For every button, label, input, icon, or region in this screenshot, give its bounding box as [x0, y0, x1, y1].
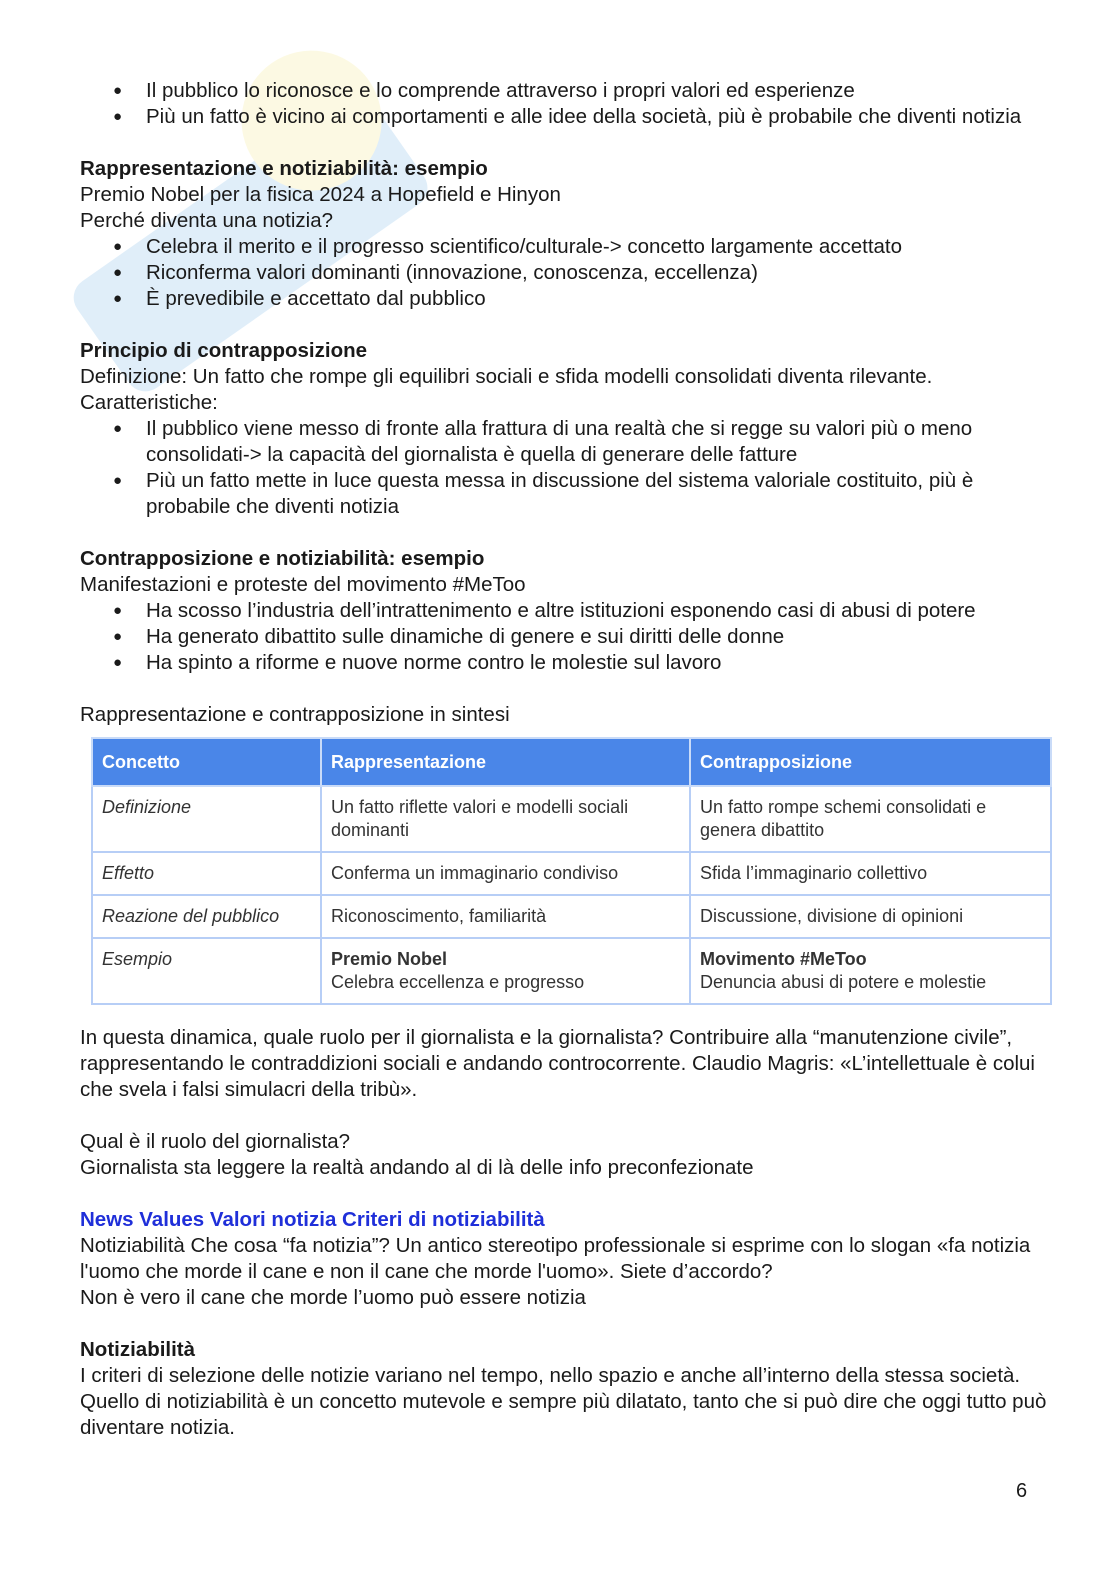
- list-item: ● Ha spinto a riforme e nuove norme contro le molestie sul lavoro: [80, 650, 1055, 676]
- column-header: Contrapposizione: [690, 738, 1051, 786]
- list-item: ● Celebra il merito e il progresso scientifico/culturale-> concetto largamente accettato: [80, 234, 1055, 260]
- list-item: ● Ha generato dibattito sulle dinamiche di genere e sui diritti delle donne: [80, 624, 1055, 650]
- paragraph: Notiziabilità Che cosa “fa notizia”? Un antico stereotipo professionale si esprime con lo slogan «fa notizia l'uomo che morde il cane e non il cane che morde l'uomo». Siete d’accordo?: [80, 1234, 1031, 1283]
- table-cell: Un fatto riflette valori e modelli sociali dominanti: [321, 786, 690, 852]
- section-heading-contrapposizione-esempio: Contrapposizione e notiziabilità: esempio: [80, 547, 485, 570]
- summary-table: [91, 737, 1052, 1005]
- table-row: [92, 852, 1051, 895]
- table-cell: Un fatto rompe schemi consolidati e genera dibattito: [690, 786, 1051, 852]
- paragraph: Non è vero il cane che morde l’uomo può essere notizia: [80, 1286, 586, 1309]
- column-header: Rappresentazione: [321, 738, 690, 786]
- list-item: ● Il pubblico lo riconosce e lo comprende attraverso i propri valori ed esperienze: [80, 78, 1055, 104]
- paragraph-answer: Giornalista sta leggere la realtà andando al di là delle info preconfezionate: [80, 1156, 754, 1179]
- example-title: Movimento #MeToo: [700, 949, 867, 969]
- paragraph: Definizione: Un fatto che rompe gli equilibri sociali e sfida modelli consolidati diventa rilevante.: [80, 365, 933, 388]
- table-cell: [690, 938, 1051, 1004]
- example-title: Premio Nobel: [331, 949, 448, 969]
- list-item: ● Più un fatto è vicino ai comportamenti e alle idee della società, più è probabile che diventi notizia: [80, 104, 1055, 130]
- table-cell: Definizione: [92, 786, 321, 852]
- list-item: ● Più un fatto mette in luce questa messa in discussione del sistema valoriale costituito, più è probabile che diventi notizia: [80, 468, 1055, 520]
- table-cell: Esempio: [92, 938, 321, 1004]
- table-row: [92, 895, 1051, 938]
- table-cell: Discussione, divisione di opinioni: [690, 895, 1051, 938]
- list-item: ● Ha scosso l’industria dell’intrattenimento e altre istituzioni esponendo casi di abusi di potere: [80, 598, 1055, 624]
- document-page: [80, 78, 1055, 1441]
- table-cell: Reazione del pubblico: [92, 895, 321, 938]
- column-header: Concetto: [92, 738, 321, 786]
- table-header-row: [92, 738, 1051, 786]
- table-cell: [321, 938, 690, 1004]
- list-item: ● Il pubblico viene messo di fronte alla frattura di una realtà che si regge su valori più o meno consolidati-> la capacità del giornalista è quella di generare delle fatture: [80, 416, 1055, 468]
- section-heading-rappresentazione-esempio: Rappresentazione e notiziabilità: esempio: [80, 157, 488, 180]
- paragraph: I criteri di selezione delle notizie variano nel tempo, nello spazio e anche all’interno della stessa società. Quello di notiziabilità è un concetto mutevole e sempre più dilatato, tanto che si può dire che oggi tutto può diventare notizia.: [80, 1364, 1047, 1439]
- page-number: 6: [1016, 1480, 1028, 1502]
- example-description: Celebra eccellenza e progresso: [331, 972, 585, 992]
- table-cell: Effetto: [92, 852, 321, 895]
- example-description: Denuncia abusi di potere e molestie: [700, 972, 987, 992]
- section-heading-contrapposizione: Principio di contrapposizione: [80, 339, 368, 362]
- table-cell: Riconoscimento, familiarità: [321, 895, 690, 938]
- paragraph-dinamica: In questa dinamica, quale ruolo per il giornalista e la giornalista? Contribuire alla “manutenzione civile”, rappresentando le contraddizioni sociali e andando controcorrente. Claudio Magris: «L’intellettuale è colui che svela i falsi simulacri della tribù».: [80, 1026, 1035, 1101]
- table-row: [92, 938, 1051, 1004]
- paragraph: Caratteristiche:: [80, 391, 218, 414]
- bullet-list: [80, 598, 1055, 676]
- list-item: ● Riconferma valori dominanti (innovazione, conoscenza, eccellenza): [80, 260, 1055, 286]
- paragraph: Manifestazioni e proteste del movimento #MeToo: [80, 573, 526, 596]
- paragraph-question: Qual è il ruolo del giornalista?: [80, 1130, 351, 1153]
- section-heading-news-values: News Values Valori notizia Criteri di notiziabilità: [80, 1208, 545, 1231]
- paragraph: Perché diventa una notizia?: [80, 209, 334, 232]
- section-heading-notiziabilita: Notiziabilità: [80, 1338, 196, 1361]
- table-cell: Sfida l’immaginario collettivo: [690, 852, 1051, 895]
- table-caption: Rappresentazione e contrapposizione in sintesi: [80, 703, 510, 726]
- list-item: ● È prevedibile e accettato dal pubblico: [80, 286, 1055, 312]
- bullet-list: [80, 234, 1055, 312]
- paragraph: Premio Nobel per la fisica 2024 a Hopefield e Hinyon: [80, 183, 561, 206]
- table-cell: Conferma un immaginario condiviso: [321, 852, 690, 895]
- table-row: [92, 786, 1051, 852]
- intro-bullet-list: [80, 78, 1055, 130]
- bullet-list: [80, 416, 1055, 520]
